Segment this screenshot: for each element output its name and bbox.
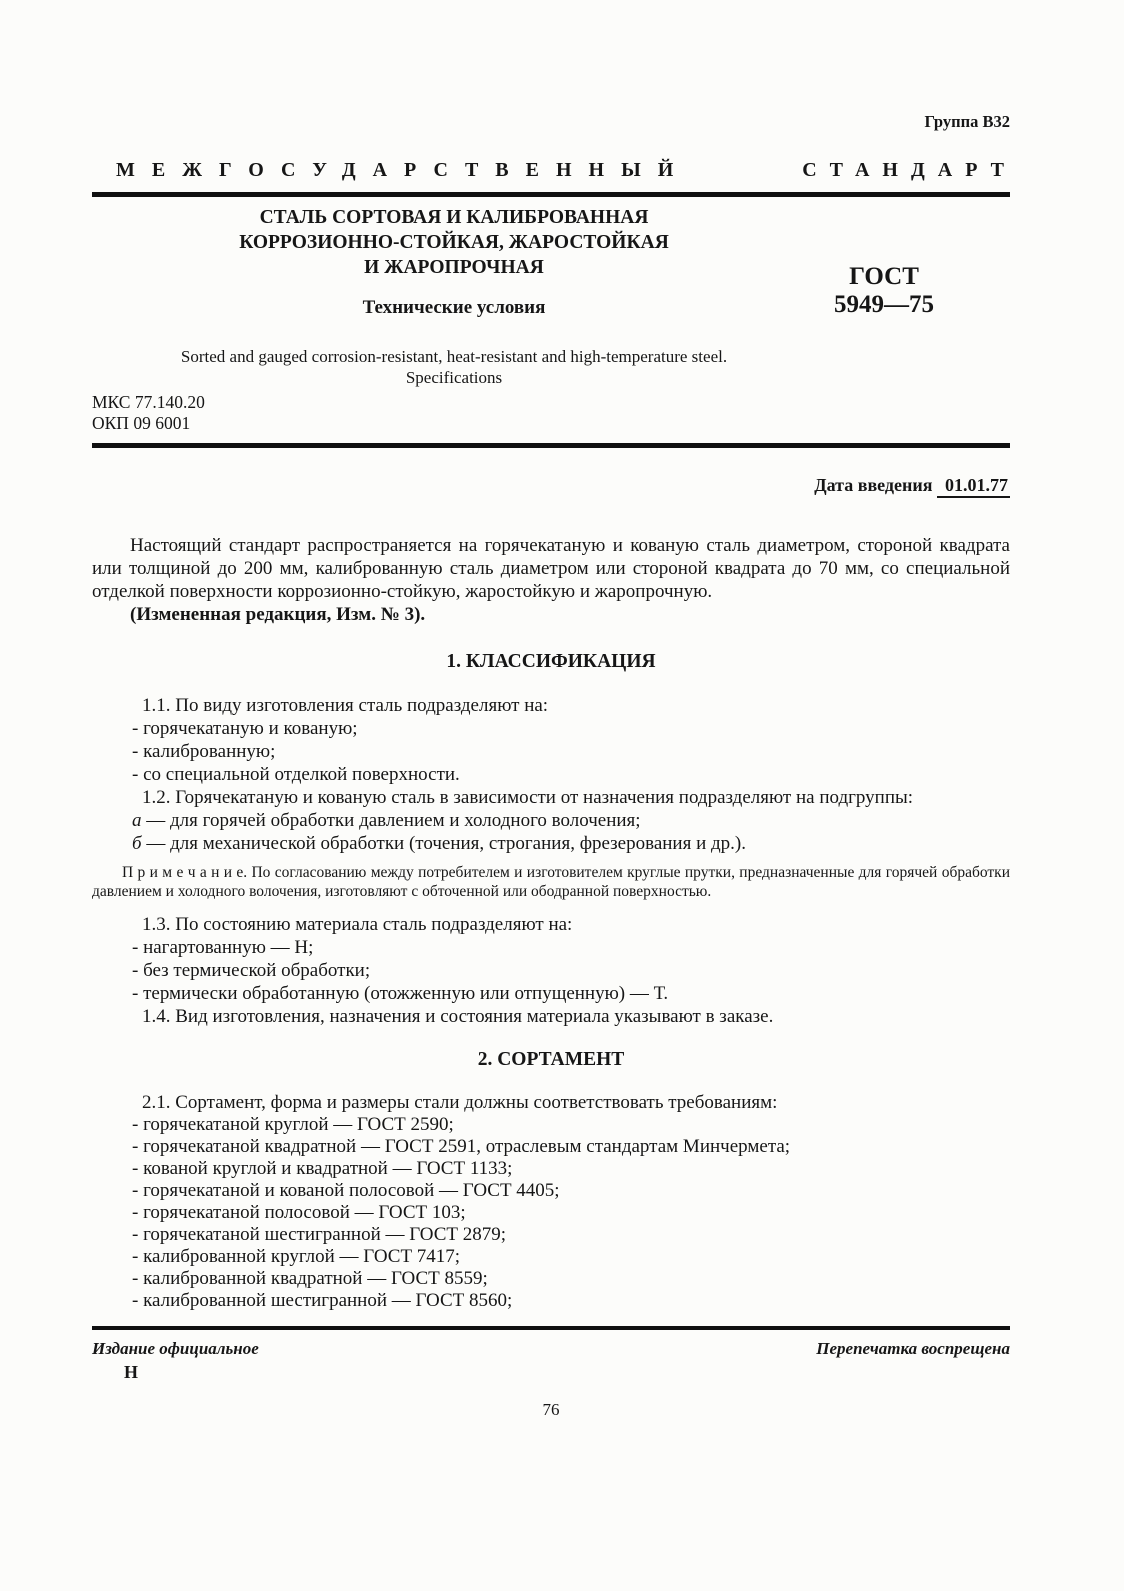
sortament-item: - горячекатаной квадратной — ГОСТ 2591, отраслевым стандартам Минчермета; bbox=[132, 1136, 791, 1157]
subgroup-b-text: — для механической обработки (точения, строгания, фрезерования и др.). bbox=[141, 833, 746, 854]
standard-type-heading bbox=[92, 158, 1017, 183]
section-2-heading: 2. СОРТАМЕНТ bbox=[477, 1049, 625, 1070]
title-column bbox=[92, 205, 816, 388]
english-title-line-1: Sorted and gauged corrosion-resistant, heat-resistant and high-temperature steel. bbox=[180, 347, 728, 366]
sortament-item: - горячекатаной полосовой — ГОСТ 103; bbox=[132, 1202, 466, 1223]
clause-1-1-item: - горячекатаную и кованую; bbox=[132, 718, 358, 739]
sortament-item: - горячекатаной круглой — ГОСТ 2590; bbox=[132, 1114, 454, 1135]
doc-title-line-3: И ЖАРОПРОЧНАЯ bbox=[364, 257, 544, 278]
gost-designation-line-1: ГОСТ bbox=[849, 263, 919, 290]
subgroup-b-letter: б bbox=[132, 833, 142, 854]
clause-1-3-item: - нагартованную — Н; bbox=[132, 937, 314, 958]
section-2-clauses bbox=[92, 1092, 1010, 1312]
gost-designation-line-2: 5949—75 bbox=[834, 291, 934, 318]
introduction-date-label: Дата введения bbox=[814, 475, 933, 495]
sortament-item: - калиброванной круглой — ГОСТ 7417; bbox=[132, 1246, 461, 1267]
sortament-item: - кованой круглой и квадратной — ГОСТ 1133; bbox=[132, 1158, 513, 1179]
sortament-item: - горячекатаной и кованой полосовой — ГОСТ 4405; bbox=[132, 1180, 560, 1201]
clause-1-2-subgroup-a bbox=[92, 809, 1010, 832]
introduction-date bbox=[92, 474, 1010, 496]
clause-1-1-item: - со специальной отделкой поверхности. bbox=[132, 764, 460, 785]
reprint-notice: Перепечатка воспрещена bbox=[816, 1339, 1010, 1358]
clause-1-2-subgroup-b bbox=[92, 832, 1010, 855]
footer-letter: Н bbox=[124, 1362, 139, 1382]
note-text: По согласованию между потребителем и изготовителем круглые прутки, предназначенные для горячей обработки давлением и холодного волочения, изготовляют с обточенной или ободранной поверхностью. bbox=[92, 864, 1010, 900]
section-1-clauses-b bbox=[92, 913, 1010, 1028]
subgroup-a-letter: а bbox=[132, 810, 142, 831]
clause-1-3: 1.3. По состоянию материала сталь подразделяют на: bbox=[142, 914, 573, 935]
note-label: П р и м е ч а н и е. bbox=[122, 864, 248, 881]
page-number: 76 bbox=[542, 1400, 560, 1419]
clause-1-4: 1.4. Вид изготовления, назначения и состояния материала указывают в заказе. bbox=[142, 1006, 774, 1027]
group-label: Группа В32 bbox=[924, 112, 1010, 131]
section-1-heading: 1. КЛАССИФИКАЦИЯ bbox=[446, 651, 656, 672]
doc-subtitle: Технические условия bbox=[362, 297, 546, 318]
clause-1-2: 1.2. Горячекатаную и кованую сталь в зависимости от назначения подразделяют на подгруппы: bbox=[142, 787, 914, 808]
standard-type-word1: МЕЖГОСУДАРСТВЕННЫЙ bbox=[116, 159, 691, 181]
classification-codes bbox=[92, 392, 1010, 434]
official-edition-note: Издание официальное bbox=[92, 1339, 259, 1358]
subgroup-a-text: — для горячей обработки давлением и холодного волочения; bbox=[141, 810, 641, 831]
scope-paragraph: Настоящий стандарт распространяется на горячекатаную и кованую сталь диаметром, стороной квадрата или толщиной до 200 мм, калиброванную сталь диаметром или стороной квадрата до 70 мм, со специальной отделкой поверхности коррозионно-стойкую, жаростойкую и жаропрочную. bbox=[92, 535, 1010, 602]
title-section bbox=[92, 205, 1010, 388]
introduction-date-value: 01.01.77 bbox=[937, 475, 1010, 498]
clause-1-1-item: - калиброванную; bbox=[132, 741, 276, 762]
clause-1-1: 1.1. По виду изготовления сталь подразделяют на: bbox=[142, 695, 549, 716]
footer-row bbox=[92, 1338, 1010, 1359]
header-rule bbox=[92, 192, 1010, 197]
clause-2-1: 2.1. Сортамент, форма и размеры стали должны соответствовать требованиям: bbox=[142, 1092, 778, 1113]
sortament-item: - горячекатаной шестигранной — ГОСТ 2879; bbox=[132, 1224, 507, 1245]
sortament-item: - калиброванной шестигранной — ГОСТ 8560; bbox=[132, 1290, 513, 1311]
note-paragraph bbox=[92, 863, 1010, 901]
gost-designation bbox=[784, 263, 984, 319]
doc-title-line-1: СТАЛЬ СОРТОВАЯ И КАЛИБРОВАННАЯ bbox=[259, 207, 649, 228]
standard-type-word2: СТАНДАРТ bbox=[802, 159, 1017, 181]
okp-code: ОКП 09 6001 bbox=[92, 413, 191, 433]
doc-title-line-2: КОРРОЗИОННО-СТОЙКАЯ, ЖАРОСТОЙКАЯ bbox=[239, 232, 669, 253]
sortament-item: - калиброванной квадратной — ГОСТ 8559; bbox=[132, 1268, 488, 1289]
english-title-line-2: Specifications bbox=[405, 368, 503, 387]
title-rule bbox=[92, 443, 1010, 448]
english-title bbox=[92, 346, 816, 388]
section-1-clauses-a bbox=[92, 694, 1010, 855]
clause-1-3-item: - термически обработанную (отожженную или отпущенную) — Т. bbox=[132, 983, 669, 1004]
footer-rule bbox=[92, 1326, 1010, 1330]
clause-1-3-item: - без термической обработки; bbox=[132, 960, 371, 981]
mks-code: МКС 77.140.20 bbox=[92, 392, 205, 412]
amendment-note: (Измененная редакция, Изм. № 3). bbox=[130, 604, 426, 625]
